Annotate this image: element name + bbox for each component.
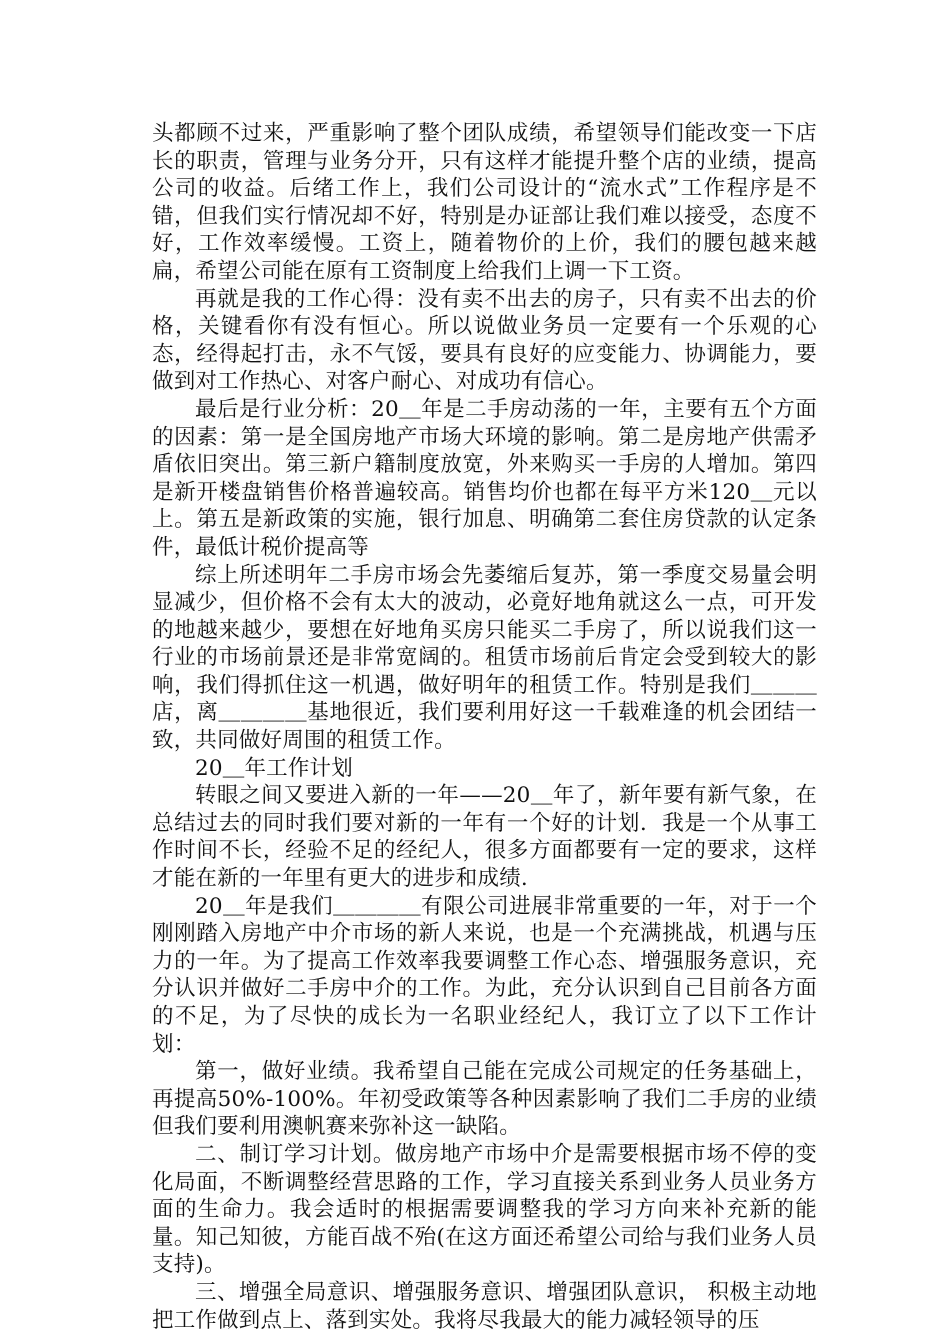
paragraph: 二、制订学习计划。做房地产市场中介是需要根据市场不停的变化局面，不断调整经营思路的工作，学习直接关系到业务人员业务方面的生命力。我会适时的根据需要调整我的学习方向来补充新的能量。知己知彼，方能百战不殆(在这方面还希望公司给与我们业务人员支持)。 (152, 1141, 817, 1278)
paragraph: 综上所述明年二手房市场会先萎缩后复苏，第一季度交易量会明显减少，但价格不会有太大的波动，必竟好地角就这么一点，可开发的地越来越少，要想在好地角买房只能买二手房了，所以说我们这一行业的市场前景还是非常宽阔的。租赁市场前后肯定会受到较大的影响，我们得抓住这一机遇，做好明年的租赁工作。特别是我们＿＿＿店，离＿＿＿＿基地很近，我们要利用好这一千载难逢的机会团结一致，共同做好周围的租赁工作。 (152, 562, 817, 754)
paragraph: 头都顾不过来，严重影响了整个团队成绩，希望领导们能改变一下店长的职责，管理与业务分开，只有这样才能提升整个店的业绩，提高公司的收益。后绪工作上，我们公司设计的“流水式”工作程序是不错，但我们实行情况却不好，特别是办证部让我们难以接受，态度不好，工作效率缓慢。工资上，随着物价的上价，我们的腰包越来越扁，希望公司能在原有工资制度上给我们上调一下工资。 (152, 121, 817, 284)
paragraph: 再就是我的工作心得：没有卖不出去的房子，只有卖不出去的价格，关键看你有没有恒心。所以说做业务员一定要有一个乐观的心态，经得起打击，永不气馁，要具有良好的应变能力、协调能力，要做到对工作热心、对客户耐心、对成功有信心。 (152, 286, 817, 395)
paragraph: 第一，做好业绩。我希望自己能在完成公司规定的任务基础上，再提高50%-100%。年初受政策等各种因素影响了我们二手房的业绩但我们要利用澳帆赛来弥补这一缺陷。 (152, 1059, 817, 1140)
paragraph: 三、增强全局意识、增强服务意识、增强团队意识， 积极主动地把工作做到点上、落到实处。我将尽我最大的能力减轻领导的压 (152, 1279, 817, 1333)
paragraph: 转眼之间又要进入新的一年——20＿年了，新年要有新气象，在总结过去的同时我们要对新的一年有一个好的计划．我是一个从事工作时间不长，经验不足的经纪人，很多方面都要有一定的要求，这样才能在新的一年里有更大的进步和成绩. (152, 783, 817, 892)
document-body (152, 120, 817, 1334)
section-heading: 20＿年工作计划 (195, 755, 353, 781)
paragraph: 最后是行业分析：20＿年是二手房动荡的一年，主要有五个方面的因素：第一是全国房地产市场大环境的影响。第二是房地产供需矛盾依旧突出。第三新户籍制度放宽，外来购买一手房的人增加。第四是新开楼盘销售价格普遍较高。销售均价也都在每平方米120＿元以上。第五是新政策的实施，银行加息、明确第二套住房贷款的认定条件，最低计税价提高等 (152, 396, 817, 560)
paragraph: 20＿年是我们＿＿＿＿有限公司进展非常重要的一年，对于一个刚刚踏入房地产中介市场的新人来说，也是一个充满挑战，机遇与压力的一年。为了提高工作效率我要调整工作心态、增强服务意识，充分认识并做好二手房中介的工作。为此，充分认识到自己目前各方面的不足，为了尽快的成长为一名职业经纪人，我订立了以下工作计划： (152, 893, 817, 1057)
